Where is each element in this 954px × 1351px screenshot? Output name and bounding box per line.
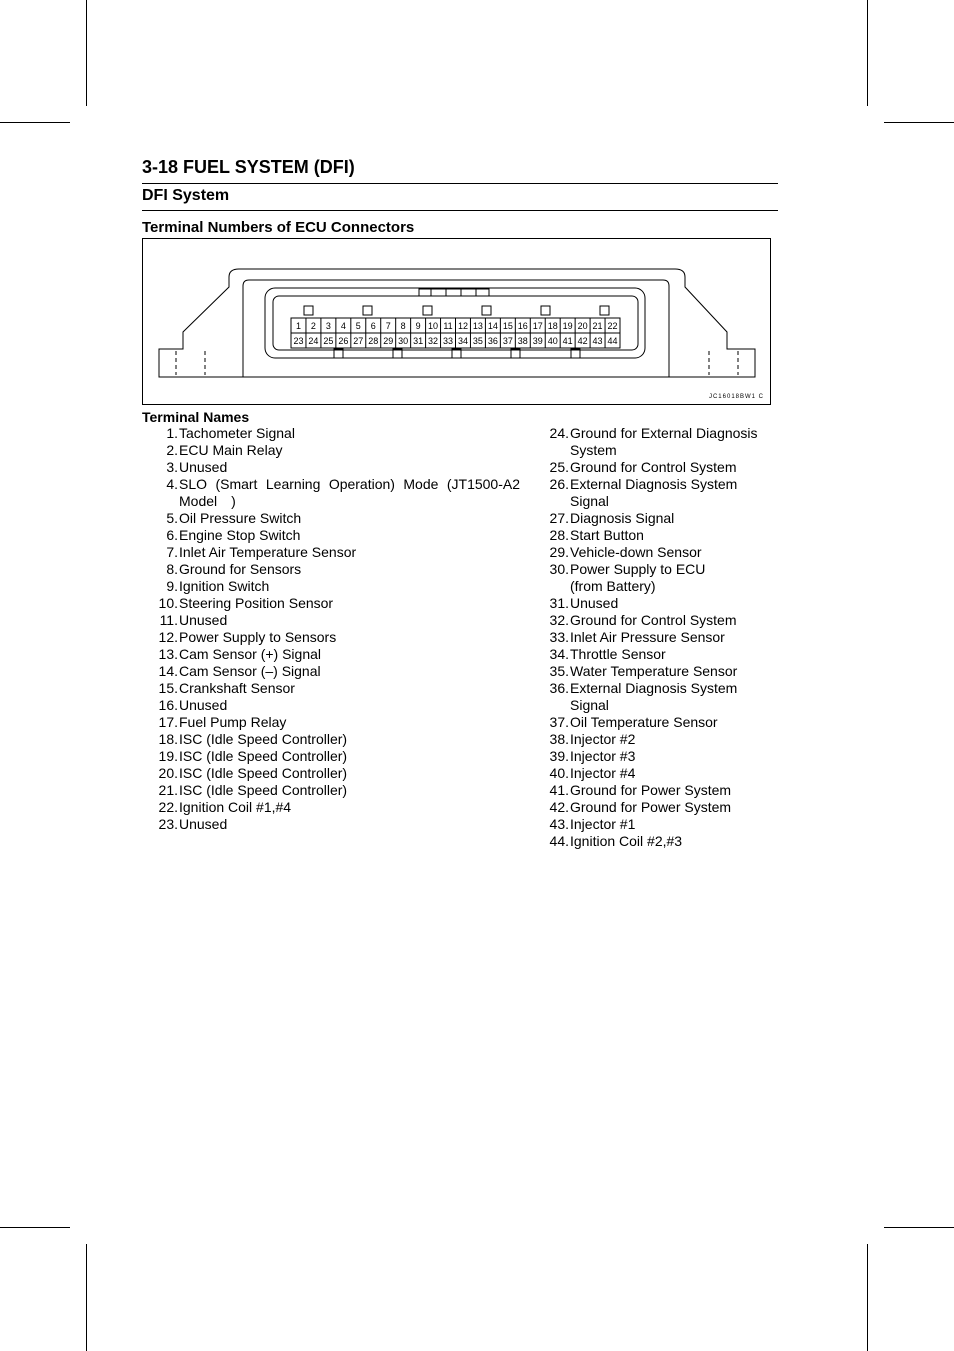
item-text: Injector #1 xyxy=(570,816,636,832)
pin-label: 2 xyxy=(310,321,316,331)
pin-label: 26 xyxy=(338,336,349,346)
item-text: ISC (Idle Speed Controller) xyxy=(179,782,348,798)
pin-label: 14 xyxy=(487,321,498,331)
terminal-list-right xyxy=(541,425,771,850)
item-text: Unused xyxy=(179,816,228,832)
item-text: Ground for Power System xyxy=(570,782,732,798)
item-number: 4. xyxy=(166,476,178,492)
item-text: ISC (Idle Speed Controller) xyxy=(179,731,348,747)
item-number: 6. xyxy=(166,527,178,543)
list-item xyxy=(541,578,771,595)
terminal-names-title: Terminal Names xyxy=(142,409,250,425)
list-item xyxy=(150,459,520,476)
list-item xyxy=(150,731,520,748)
crop-mark xyxy=(0,1227,70,1228)
list-item xyxy=(541,561,771,578)
item-text: Water Temperature Sensor xyxy=(570,663,738,679)
pin-label: 20 xyxy=(577,321,588,331)
item-number: 9. xyxy=(166,578,178,594)
pin-label: 37 xyxy=(502,336,513,346)
item-text: Injector #2 xyxy=(570,731,636,747)
item-text: Vehicle-down Sensor xyxy=(570,544,702,560)
pin-label: 28 xyxy=(368,336,379,346)
item-number: 42. xyxy=(549,799,569,815)
list-item xyxy=(541,459,771,476)
list-item xyxy=(150,578,520,595)
pin-label: 10 xyxy=(428,321,439,331)
list-item xyxy=(150,799,520,816)
pin-label: 27 xyxy=(353,336,364,346)
item-number: 26. xyxy=(549,476,569,492)
pin-label: 4 xyxy=(340,321,346,331)
item-text: Diagnosis Signal xyxy=(570,510,675,526)
list-item xyxy=(150,629,520,646)
pin-label: 42 xyxy=(577,336,588,346)
item-number: 11. xyxy=(159,612,178,628)
item-number: 39. xyxy=(549,748,569,764)
item-number: 13. xyxy=(158,646,178,662)
list-item xyxy=(150,782,520,799)
list-item xyxy=(150,663,520,680)
pin-label: 18 xyxy=(547,321,558,331)
item-number: 12. xyxy=(158,629,178,645)
pin-label: 40 xyxy=(547,336,558,346)
list-item xyxy=(150,646,520,663)
pin-label: 13 xyxy=(472,321,483,331)
item-text: ECU Main Relay xyxy=(179,442,283,458)
list-item xyxy=(150,476,520,510)
pin-label: 1 xyxy=(295,321,301,331)
pin-label: 36 xyxy=(487,336,498,346)
pin-label: 22 xyxy=(607,321,618,331)
list-item xyxy=(541,629,771,646)
item-number: 14. xyxy=(158,663,178,679)
list-item xyxy=(150,748,520,765)
list-item xyxy=(541,510,771,527)
pin-label: 7 xyxy=(385,321,391,331)
item-number: 21. xyxy=(158,782,178,798)
item-text: Throttle Sensor xyxy=(570,646,666,662)
item-number: 23. xyxy=(158,816,178,832)
item-number: 44. xyxy=(549,833,569,849)
figure-code: JC16018BW1 C xyxy=(708,394,764,400)
crop-mark xyxy=(884,122,954,123)
item-number: 32. xyxy=(549,612,569,628)
item-number: 16. xyxy=(158,697,178,713)
item-number: 22. xyxy=(158,799,178,815)
crop-mark xyxy=(867,0,868,106)
pin-label: 6 xyxy=(370,321,376,331)
pin-label: 21 xyxy=(592,321,603,331)
item-text: Injector #4 xyxy=(570,765,636,781)
pin-label: 9 xyxy=(415,321,421,331)
pin-label: 15 xyxy=(502,321,513,331)
item-text: Power Supply to ECU xyxy=(570,561,706,577)
item-text: External Diagnosis System Signal xyxy=(570,476,738,509)
item-text: Cam Sensor (–) Signal xyxy=(179,663,321,679)
item-text: Inlet Air Pressure Sensor xyxy=(570,629,725,645)
pin-label: 34 xyxy=(457,336,468,346)
header-rule xyxy=(142,183,778,184)
item-text: Tachometer Signal xyxy=(179,425,295,441)
list-item xyxy=(150,595,520,612)
item-number: 40. xyxy=(549,765,569,781)
item-text: Ignition Coil #1,#4 xyxy=(179,799,292,815)
pin-label: 29 xyxy=(383,336,394,346)
pin-label: 44 xyxy=(607,336,618,346)
list-item xyxy=(541,646,771,663)
list-item xyxy=(541,731,771,748)
item-number: 27. xyxy=(549,510,569,526)
item-number: 2. xyxy=(166,442,178,458)
list-item xyxy=(541,748,771,765)
crop-mark xyxy=(86,0,87,106)
item-number: 10. xyxy=(158,595,178,611)
item-text: Unused xyxy=(179,697,228,713)
pin-label: 33 xyxy=(443,336,454,346)
item-text: External Diagnosis System Signal xyxy=(570,680,738,713)
list-item xyxy=(541,663,771,680)
list-item xyxy=(150,714,520,731)
list-item xyxy=(541,527,771,544)
pin-label: 41 xyxy=(562,336,573,346)
pin-label: 32 xyxy=(428,336,439,346)
item-number xyxy=(541,578,570,595)
list-item xyxy=(541,612,771,629)
item-text: Unused xyxy=(570,595,619,611)
item-number: 1. xyxy=(166,425,178,441)
item-text: Start Button xyxy=(570,527,644,543)
pin-label: 12 xyxy=(457,321,468,331)
item-text: SLO (Smart Learning Operation) Mode (JT1500-A2 Model ) xyxy=(179,476,520,509)
item-number: 30. xyxy=(549,561,569,577)
item-number: 34. xyxy=(549,646,569,662)
item-number: 35. xyxy=(549,663,569,679)
item-text: Oil Pressure Switch xyxy=(179,510,302,526)
list-item xyxy=(541,782,771,799)
pin-label: 8 xyxy=(400,321,406,331)
list-item xyxy=(541,544,771,561)
item-number: 18. xyxy=(158,731,178,747)
crop-mark xyxy=(867,1244,868,1351)
section-header: DFI System xyxy=(142,187,230,204)
item-number: 33. xyxy=(549,629,569,645)
list-item xyxy=(541,833,771,850)
list-item xyxy=(541,765,771,782)
pin-label: 25 xyxy=(323,336,334,346)
item-text: Fuel Pump Relay xyxy=(179,714,287,730)
item-number: 29. xyxy=(549,544,569,560)
item-text: Engine Stop Switch xyxy=(179,527,301,543)
item-number: 41. xyxy=(549,782,569,798)
pin-label: 24 xyxy=(308,336,319,346)
pin-label: 43 xyxy=(592,336,603,346)
pin-label: 5 xyxy=(355,321,361,331)
item-text: Oil Temperature Sensor xyxy=(570,714,718,730)
item-number: 20. xyxy=(158,765,178,781)
list-item xyxy=(541,714,771,731)
pin-label: 31 xyxy=(413,336,424,346)
item-text: Ground for Control System xyxy=(570,612,737,628)
page-header: 3-18 FUEL SYSTEM (DFI) xyxy=(142,157,355,177)
pin-label: 3 xyxy=(325,321,331,331)
list-item xyxy=(541,799,771,816)
crop-mark xyxy=(0,122,70,123)
list-item xyxy=(150,425,520,442)
item-text: Crankshaft Sensor xyxy=(179,680,295,696)
pin-label: 39 xyxy=(532,336,543,346)
item-number: 31. xyxy=(549,595,569,611)
item-number: 7. xyxy=(166,544,178,560)
item-text: Ignition Switch xyxy=(179,578,270,594)
item-number: 38. xyxy=(549,731,569,747)
item-text: Power Supply to Sensors xyxy=(179,629,337,645)
list-item xyxy=(150,612,520,629)
item-number: 25. xyxy=(549,459,569,475)
item-text: Unused xyxy=(179,612,228,628)
ecu-connector-figure xyxy=(142,238,771,405)
pin-label: 30 xyxy=(398,336,409,346)
item-number: 8. xyxy=(166,561,178,577)
list-item xyxy=(150,527,520,544)
item-text: (from Battery) xyxy=(570,578,656,594)
list-item xyxy=(150,442,520,459)
ecu-connector-drawing xyxy=(143,239,772,406)
item-number: 36. xyxy=(549,680,569,696)
pin-label: 23 xyxy=(293,336,304,346)
item-number: 3. xyxy=(166,459,178,475)
item-number: 5. xyxy=(166,510,178,526)
item-text: Ground for Sensors xyxy=(179,561,302,577)
list-item xyxy=(150,510,520,527)
subheader-rule xyxy=(142,210,778,211)
pin-label: 16 xyxy=(517,321,528,331)
pin-label: 35 xyxy=(472,336,483,346)
pin-label: 19 xyxy=(562,321,573,331)
crop-mark xyxy=(884,1227,954,1228)
crop-mark xyxy=(86,1244,87,1351)
item-number: 19. xyxy=(158,748,178,764)
terminal-list-left xyxy=(150,425,520,833)
list-item xyxy=(541,476,771,510)
list-item xyxy=(150,765,520,782)
item-number: 24. xyxy=(549,425,569,441)
pin-label: 38 xyxy=(517,336,528,346)
pin-label: 11 xyxy=(443,321,453,331)
list-item xyxy=(541,595,771,612)
list-item xyxy=(541,425,771,459)
pin-label: 17 xyxy=(532,321,543,331)
list-item xyxy=(541,680,771,714)
item-number: 43. xyxy=(549,816,569,832)
figure-title: Terminal Numbers of ECU Connectors xyxy=(142,219,415,236)
item-number: 17. xyxy=(158,714,178,730)
item-text: Unused xyxy=(179,459,228,475)
list-item xyxy=(150,697,520,714)
item-text: Cam Sensor (+) Signal xyxy=(179,646,322,662)
list-item xyxy=(150,680,520,697)
item-text: Ground for Power System xyxy=(570,799,732,815)
list-item xyxy=(150,561,520,578)
item-number: 37. xyxy=(549,714,569,730)
item-text: ISC (Idle Speed Controller) xyxy=(179,765,348,781)
list-item xyxy=(541,816,771,833)
item-text: ISC (Idle Speed Controller) xyxy=(179,748,348,764)
item-text: Injector #3 xyxy=(570,748,636,764)
item-text: Inlet Air Temperature Sensor xyxy=(179,544,357,560)
item-text: Ground for Control System xyxy=(570,459,737,475)
item-text: Steering Position Sensor xyxy=(179,595,334,611)
list-item xyxy=(150,816,520,833)
item-number: 15. xyxy=(158,680,178,696)
list-item xyxy=(150,544,520,561)
item-text: Ground for External Diagnosis System xyxy=(570,425,758,458)
item-number: 28. xyxy=(549,527,569,543)
item-text: Ignition Coil #2,#3 xyxy=(570,833,683,849)
